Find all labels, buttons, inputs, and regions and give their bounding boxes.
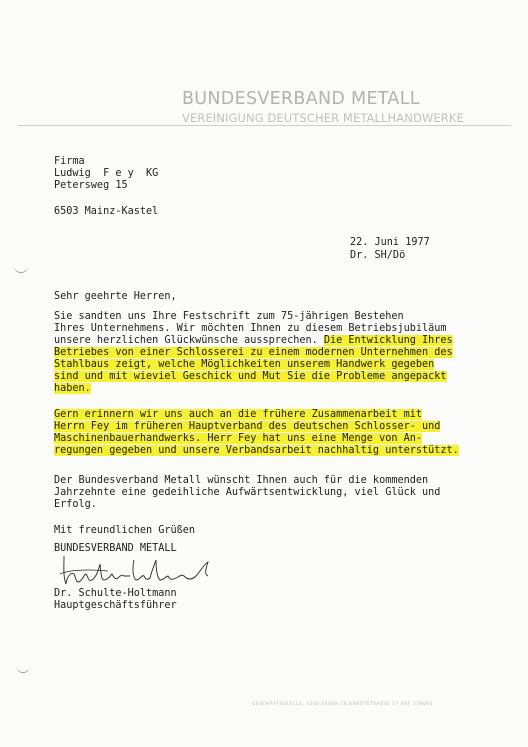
- paragraph-2-line-4: [54, 445, 459, 457]
- highlighted-text: Stahlbaus zeigt, welche Möglichkeiten unserem Handwerk gegeben: [54, 359, 435, 370]
- paragraph-2-line-3: [54, 433, 422, 445]
- paragraph-2-line-2: [54, 421, 440, 433]
- highlighted-text: Herrn Fey im früheren Hauptverband des deutschen Schlosser- und: [54, 421, 441, 432]
- salutation: Sehr geehrte Herren,: [54, 291, 177, 302]
- recipient-line-3: Petersweg 15: [54, 180, 128, 191]
- paragraph-1-line-6: [54, 371, 447, 383]
- paragraph-1-line-2: Ihres Unternehmens. Wir möchten Ihnen zu diesem Betriebsjubiläum: [54, 323, 447, 334]
- paragraph-2-line-1: [54, 409, 422, 421]
- paragraph-3-line-3: Erfolg.: [54, 499, 97, 510]
- letterhead-title: BUNDESVERBAND METALL: [182, 89, 420, 109]
- paragraph-1-line-3: [54, 335, 453, 347]
- letter-date: 22. Juni 1977: [350, 237, 430, 248]
- paragraph-1-line-7: [54, 383, 91, 395]
- highlighted-text: Die Entwicklung Ihres: [323, 335, 453, 346]
- paragraph-1-line-5: [54, 359, 434, 371]
- highlighted-text: Betriebes von einer Schlosserei zu einem modernen Unternehmen des: [54, 347, 453, 358]
- highlighted-text: haben.: [54, 383, 91, 394]
- recipient-line-1: Firma: [54, 156, 85, 167]
- recipient-line-2: Ludwig F e y KG: [54, 168, 159, 179]
- highlighted-text: Maschinenbauerhandwerks. Herr Fey hat uns eine Menge von An-: [54, 433, 423, 444]
- highlighted-text: regungen gegeben und unsere Verbandsarbeit nachhaltig unterstützt.: [54, 445, 459, 456]
- highlighted-text: sind und mit wieviel Geschick und Mut Sie die Probleme angepackt: [54, 371, 447, 382]
- closing-greeting: Mit freundlichen Grüßen: [54, 525, 196, 536]
- paragraph-1-line-3-plain: unsere herzlichen Glückwünsche aussprechen.: [54, 335, 324, 346]
- signer-name: Dr. Schulte-Holtmann: [54, 588, 177, 599]
- footer-address: GESCHÄFTSSTELLE: 4300 ESSEN 18 ERNSTSTRASSE 37 RUF 278000: [252, 702, 433, 707]
- letter-reference: Dr. SH/Dö: [350, 250, 406, 261]
- paragraph-1-line-1: Sie sandten uns Ihre Festschrift zum 75-jährigen Bestehen: [54, 311, 404, 322]
- paragraph-1-line-4: [54, 347, 453, 359]
- handwritten-signature: [58, 552, 218, 592]
- closing-organization: BUNDESVERBAND METALL: [54, 543, 177, 554]
- fold-mark-bottom: [16, 662, 30, 673]
- signer-position: Hauptgeschäftsführer: [54, 600, 177, 611]
- paragraph-3-line-1: Der Bundesverband Metall wünscht Ihnen auch für die kommenden: [54, 475, 429, 486]
- highlighted-text: Gern erinnern wir uns auch an die frühere Zusammenarbeit mit: [54, 409, 423, 420]
- recipient-line-4: 6503 Mainz-Kastel: [54, 206, 159, 217]
- letterhead-subtitle: VEREINIGUNG DEUTSCHER METALLHANDWERKE: [182, 111, 464, 125]
- fold-mark-top: [14, 262, 28, 273]
- letterhead-rule: [18, 125, 511, 126]
- paragraph-3-line-2: Jahrzehnte eine gedeihliche Aufwärtsentwicklung, viel Glück und: [54, 487, 441, 498]
